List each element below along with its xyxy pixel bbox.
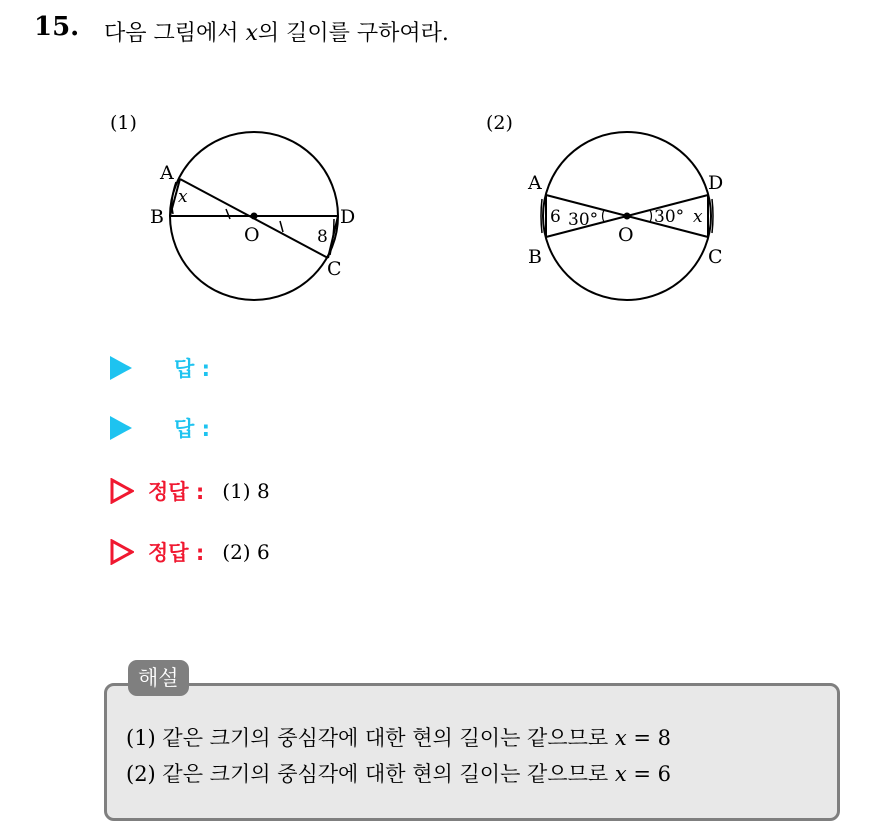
explanation-line-1-rest: = 8 bbox=[626, 726, 672, 750]
figure-1-label: (1) bbox=[110, 112, 137, 134]
outline-triangle-icon bbox=[110, 539, 134, 565]
figure-2-point-c: C bbox=[708, 246, 723, 268]
figure-1-label-8: 8 bbox=[317, 227, 328, 247]
correct-answer-value-2: (2) 6 bbox=[222, 540, 270, 564]
filled-triangle-icon bbox=[110, 356, 132, 380]
question-variable: x bbox=[245, 21, 258, 46]
figure-2-point-d: D bbox=[708, 172, 724, 194]
answer-label-2: 답 : bbox=[174, 417, 210, 441]
figure-1-label-x: x bbox=[178, 187, 188, 207]
filled-triangle-icon bbox=[110, 416, 132, 440]
correct-answer-label-2: 정답 : bbox=[148, 541, 205, 565]
figure-1-point-a: A bbox=[160, 162, 174, 184]
figure-2-point-b: B bbox=[528, 246, 542, 268]
correct-answer-value-1: (1) 8 bbox=[222, 479, 270, 503]
figure-2-point-o: O bbox=[618, 224, 634, 246]
figure-1-diagram bbox=[140, 125, 360, 315]
figure-1-tick-1 bbox=[226, 209, 230, 219]
explanation-line-2-rest: = 6 bbox=[626, 762, 672, 786]
figure-2-angle-left: 30° bbox=[568, 210, 599, 230]
figure-2-arc-dc bbox=[712, 199, 713, 233]
figure-1-point-d: D bbox=[340, 206, 356, 228]
explanation-line-2-text: (2) 같은 크기의 중심각에 대한 현의 길이는 같으므로 bbox=[126, 762, 615, 786]
explanation-line-1-text: (1) 같은 크기의 중심각에 대한 현의 길이는 같으므로 bbox=[126, 726, 615, 750]
figure-1-tick-2 bbox=[280, 221, 283, 232]
outline-triangle-icon bbox=[110, 478, 134, 504]
figure-1-point-b: B bbox=[150, 206, 164, 228]
question-number: 15. bbox=[34, 12, 80, 42]
correct-answer-label-1: 정답 : bbox=[148, 480, 205, 504]
figure-2-label: (2) bbox=[486, 112, 513, 134]
explanation-line-2-var: x bbox=[614, 762, 627, 786]
figure-1-center-point bbox=[251, 213, 258, 220]
figure-1-point-o: O bbox=[244, 224, 260, 246]
explanation-tag: 해설 bbox=[128, 660, 189, 696]
question-text bbox=[104, 16, 449, 47]
explanation-line-1-var: x bbox=[614, 726, 627, 750]
figure-2-angle-arc-left bbox=[603, 210, 605, 222]
figure-2-angle-arc-right bbox=[650, 210, 652, 222]
explanation-box bbox=[104, 683, 840, 821]
figure-2-diagram bbox=[520, 125, 740, 315]
figure-2-angle-right: 30° bbox=[654, 207, 685, 227]
figure-1-point-c: C bbox=[327, 258, 342, 280]
figure-2-arc-ab bbox=[541, 199, 542, 233]
explanation-line-1 bbox=[126, 722, 671, 752]
answer-row-2 bbox=[110, 413, 210, 443]
explanation-line-2 bbox=[126, 758, 671, 788]
answer-row-1 bbox=[110, 353, 210, 383]
answer-label-1: 답 : bbox=[174, 357, 210, 381]
question-text-after: 의 길이를 구하여라. bbox=[257, 21, 449, 46]
question-text-before: 다음 그림에서 bbox=[104, 21, 246, 46]
figure-2-point-a: A bbox=[528, 172, 542, 194]
figure-2-label-6: 6 bbox=[550, 207, 561, 227]
figure-2-label-x: x bbox=[693, 207, 703, 227]
figure-2-center-point bbox=[624, 213, 631, 220]
correct-answer-row-1 bbox=[110, 476, 270, 506]
correct-answer-row-2 bbox=[110, 537, 270, 567]
